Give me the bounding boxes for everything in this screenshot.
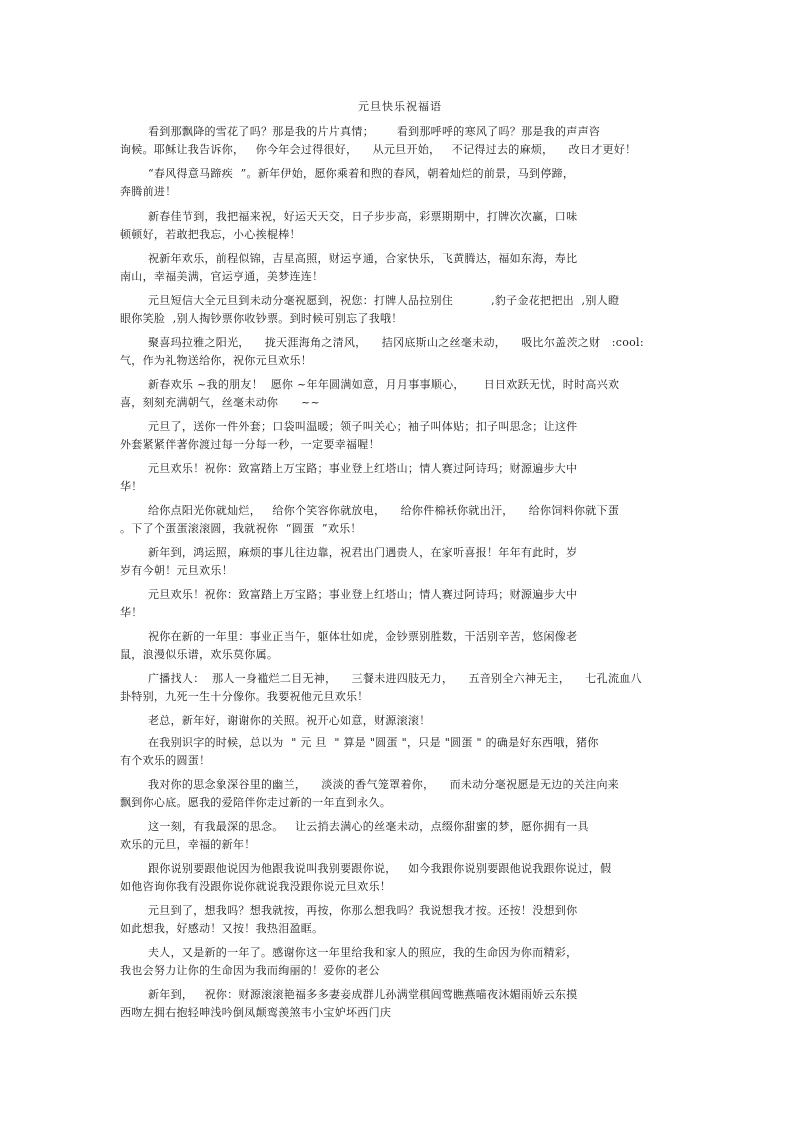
paragraph-line: 。下了个蛋蛋滚滚圆，我就祝你 “圆蛋 ”欢乐！ — [120, 522, 362, 535]
paragraph — [120, 460, 680, 496]
paragraph-line: 顿顿好，若敢把我忘，小心挨棍棒！ — [120, 228, 301, 241]
paragraph — [120, 986, 680, 1022]
paragraph-line: 询候。耶稣让我告诉你， 你今年会过得很好， 从元旦开始， 不记得过去的麻烦， 改日才更好！ — [120, 143, 637, 156]
paragraph-line: 岁有今朝！元旦欢乐！ — [120, 564, 233, 577]
paragraph-line: 跟你说别要跟他说因为他跟我说叫我别要跟你说， 如今我跟你说别要跟他说我跟你说过，假 — [148, 862, 612, 875]
paragraph — [120, 418, 680, 454]
paragraph — [120, 165, 680, 201]
paragraph — [120, 670, 680, 706]
paragraph-line: 外套紧紧伴著你渡过每一分每一秒，一定要幸福喔！ — [120, 438, 380, 451]
paragraph-line: 在我别识字的时候，总以为 " 元 旦 " 算是 "圆蛋 "，只是 "圆蛋 " 的确是好东西哦，猪你 — [148, 736, 599, 749]
paragraph-line: 南山，幸福美满，官运亨通，美梦连连！ — [120, 270, 324, 283]
paragraph-line: 西吻左拥右抱轻呻浅吟倒凤颠鸾羡煞韦小宝妒坏西门庆 — [120, 1006, 392, 1019]
paragraph-line: 祝你在新的一年里：事业正当午，躯体壮如虎，金钞票别胜数，干活别辛苦，悠闲像老 — [148, 630, 578, 643]
paragraph-line: 元旦短信大全元旦到未动分毫祝愿到，祝您：打牌人品拉别住 ,豹子金花把把出 ,别人瞪 — [148, 294, 620, 307]
paragraph — [120, 628, 680, 664]
paragraph — [120, 334, 680, 370]
paragraph-line: 元旦欢乐！祝你：致富踏上万宝路；事业登上红塔山；情人赛过阿诗玛；财源遍步大中 — [148, 588, 578, 601]
paragraph-line: 气，作为礼物送给你，祝你元旦欢乐！ — [120, 354, 313, 367]
paragraph-line: 奔腾前进！ — [120, 185, 177, 198]
paragraph — [120, 860, 680, 896]
paragraph — [120, 376, 680, 412]
paragraph-line: 新年到，鸿运照，麻烦的事儿往边靠，祝君出门遇贵人，在家听喜报！年年有此时，岁 — [148, 546, 578, 559]
paragraph-line: 华！ — [120, 606, 143, 619]
paragraph — [120, 818, 680, 854]
paragraph — [120, 544, 680, 580]
paragraph-line: 这一刻，有我最深的思念。 让云捎去满心的丝毫未动，点缀你甜蜜的梦，愿你拥有一具 — [148, 820, 589, 833]
paragraph — [120, 292, 680, 328]
paragraph-line: 夫人，又是新的一年了。感谢你这一年里给我和家人的照应，我的生命因为你而精彩， — [148, 946, 578, 959]
paragraph-line: 鼠，浪漫似乐谱，欢乐莫你属。 — [120, 648, 279, 661]
document-title: 元旦快乐祝福语 — [358, 100, 442, 113]
paragraph-line: 如他咨询你我有没跟你说你就说我没跟你说元旦欢乐！ — [120, 880, 392, 893]
paragraph-line: 看到那飘降的雪花了吗？那是我的片片真情； 看到那呼呼的寒风了吗？那是我的声声咨 — [148, 125, 601, 138]
paragraph-line: 给你点阳光你就灿烂， 给你个笑容你就放电， 给你件棉袄你就出汗， 给你饲料你就下蛋 — [148, 504, 620, 517]
paragraph — [120, 208, 680, 244]
paragraph — [120, 776, 680, 812]
paragraph-line: 眼你笑脸 ,别人掏钞票你收钞票。到时候可别忘了我哦！ — [120, 312, 403, 325]
paragraph-line: 欢乐的元旦，幸福的新年！ — [120, 838, 256, 851]
paragraph-line: 卦特别，九死一生十分像你。我要祝他元旦欢乐！ — [120, 690, 369, 703]
paragraph-line: 元旦欢乐！祝你：致富踏上万宝路；事业登上红塔山；情人赛过阿诗玛；财源遍步大中 — [148, 462, 578, 475]
paragraph — [120, 902, 680, 938]
paragraph-line: 祝新年欢乐，前程似锦，吉星高照，财运亨通，合家快乐，飞黄腾达，福如东海，寿比 — [148, 252, 578, 265]
paragraph — [120, 734, 680, 770]
paragraph-line: 元旦到了，想我吗？想我就按，再按，你那么想我吗？我说想我才按。还按！没想到你 — [148, 904, 578, 917]
paragraph-line: 喜，刻刻充满朝气，丝毫未动你 ~~ — [120, 396, 321, 409]
paragraph-line: 广播找人： 那人一身褴烂二目无神， 三餐未进四肢无力， 五音别全六神无主， 七孔流血八 — [148, 672, 642, 685]
paragraph — [120, 123, 680, 159]
paragraph — [120, 586, 680, 622]
paragraph-line: 华！ — [120, 480, 143, 493]
paragraph-line: 新春佳节到，我把福来祝，好运天天交，日子步步高，彩票期期中，打牌次次赢，口味 — [148, 210, 578, 223]
paragraph-line: 聚喜玛拉雅之阳光， 拢天涯海角之清风， 拮冈底斯山之丝毫未动， 吸比尔盖茨之财 :cool: — [148, 336, 644, 349]
paragraph-line: 新年到， 祝你：财源滚滚艳福多多妻妾成群儿孙满堂稘闾莺瞧燕喵夜沐媚雨娇云东摸 — [148, 988, 578, 1001]
paragraph-line: 老总，新年好，谢谢你的关照。祝开心如意，财源滚滚！ — [148, 714, 431, 727]
paragraph-line: 有个欢乐的圆蛋！ — [120, 754, 211, 767]
paragraph-line: 我对你的思念象深谷里的幽兰， 淡淡的香气笼罩着你， 而未动分毫祝愿是无边的关注向来 — [148, 778, 620, 791]
paragraph-line: 我也会努力让你的生命因为我而绚丽的！爱你的老公 — [120, 964, 380, 977]
paragraph-line: 如此想我，好感动！又按！我热泪盈眶。 — [120, 922, 324, 935]
paragraph — [120, 502, 680, 538]
paragraph-line: 新春欢乐 ~我的朋友！ 愿你 ~年年圆满如意，月月事事顺心， 日日欢跃无忧，时时高兴欢 — [148, 378, 620, 391]
paragraph — [120, 250, 680, 286]
paragraph-line: “春风得意马蹄疾 ”。新年伊始，愿你乘着和煦的春风，朝着灿烂的前景，马到停蹄， — [148, 167, 575, 180]
paragraph-line: 飘到你心底。愿我的爱陪伴你走过新的一年直到永久。 — [120, 796, 392, 809]
paragraph-line: 元旦了，送你一件外套；口袋叫温暖；领子叫关心；袖子叫体贴；扣子叫思念；让这件 — [148, 420, 578, 433]
paragraph — [120, 944, 680, 980]
paragraph — [120, 712, 680, 730]
